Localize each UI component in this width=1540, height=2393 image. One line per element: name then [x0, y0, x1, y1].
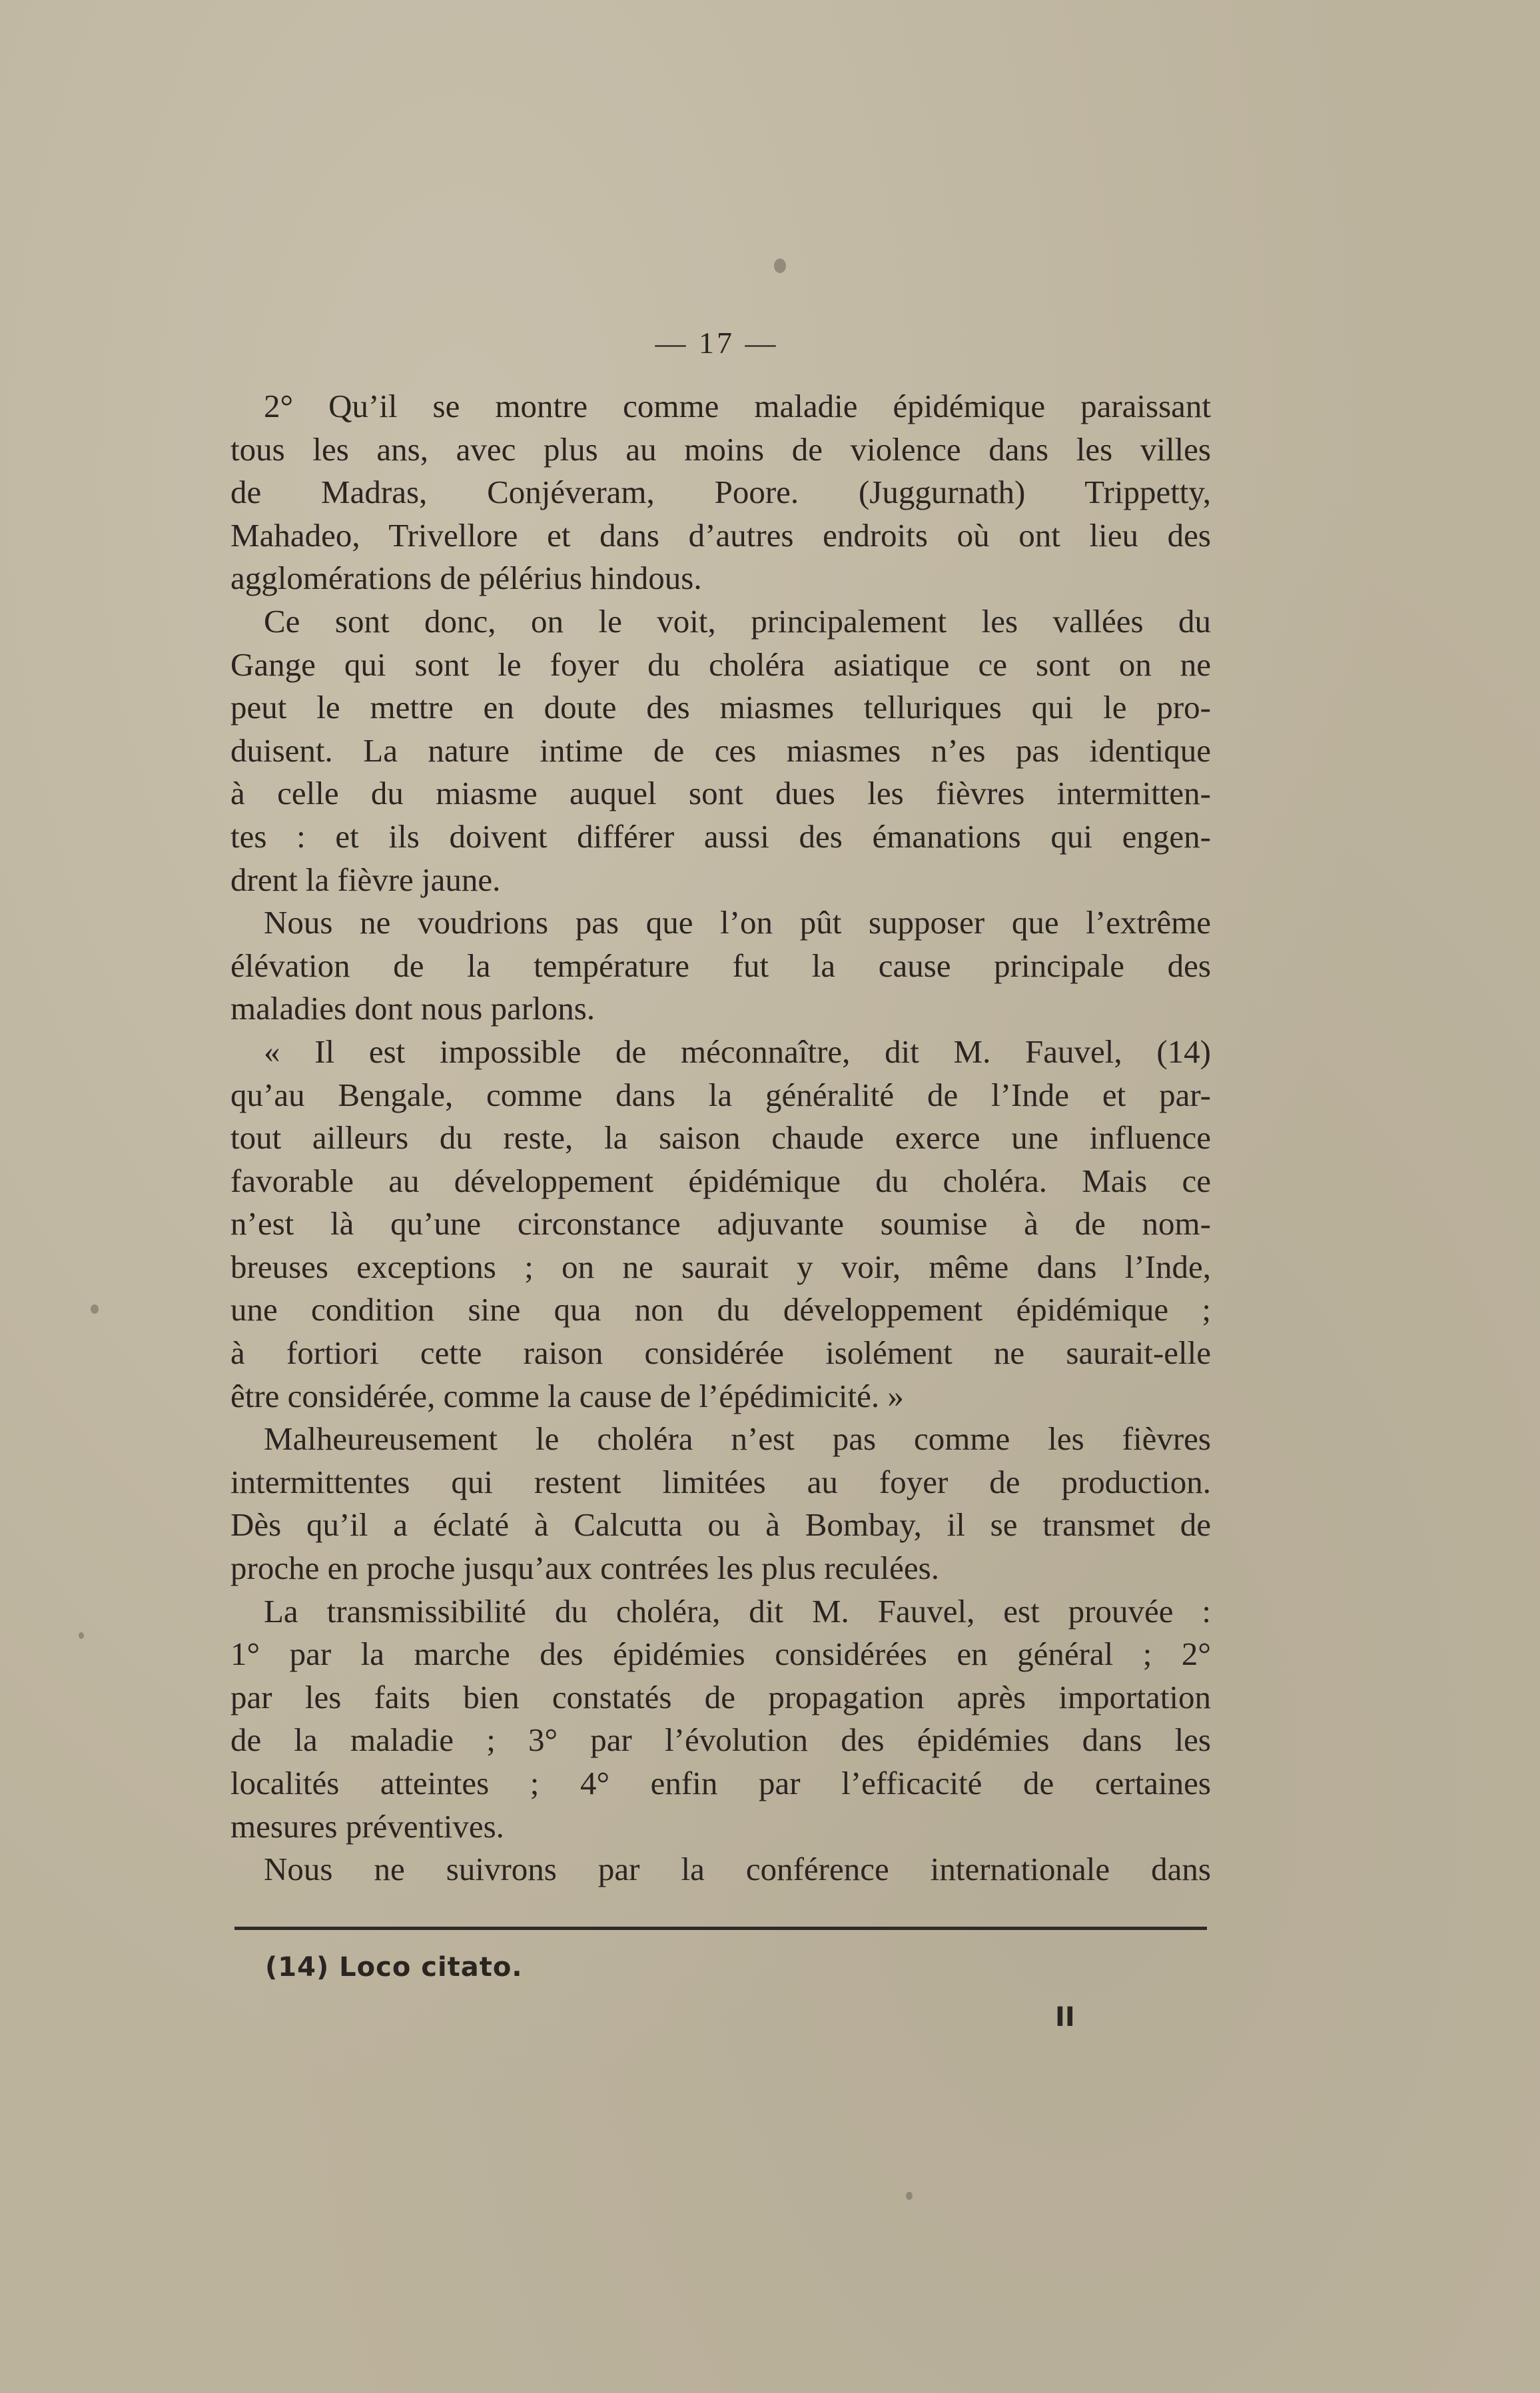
text-line: proche en proche jusqu’aux contrées les plus reculées.	[230, 1550, 939, 1587]
text-line: drent la fièvre jaune.	[230, 861, 501, 898]
text-line: intermittentes qui restent limitées au foyer de production.	[230, 1463, 1211, 1500]
page-number: — 17 —	[655, 326, 779, 360]
text-line: Nous ne voudrions pas que l’on pût supposer que l’extrême	[264, 904, 1211, 941]
text-line: de la maladie ; 3° par l’évolution des épidémies dans les	[230, 1721, 1211, 1759]
text-line: 1° par la marche des épidémies considérées en général ; 2°	[230, 1636, 1211, 1673]
text-line: 2° Qu’il se montre comme maladie épidémique paraissant	[264, 388, 1211, 424]
text-line: « Il est impossible de méconnaître, dit M. Fauvel, (14)	[264, 1033, 1211, 1070]
text-line: La transmissibilité du choléra, dit M. Fauvel, est prouvée :	[264, 1592, 1211, 1630]
text-line: mesures préventives.	[230, 1807, 504, 1845]
paper-speck	[91, 1304, 99, 1314]
paper-speck	[906, 2192, 913, 2200]
text-line: par les faits bien constatés de propagation après importation	[230, 1678, 1211, 1715]
text-line: Malheureusement le choléra n’est pas comme les fièvres	[264, 1420, 1211, 1458]
footnote-rule	[234, 1927, 1207, 1930]
text-line: qu’au Bengale, comme dans la généralité de l’Inde et par-	[230, 1076, 1211, 1113]
text-line: maladies dont nous parlons.	[230, 990, 595, 1027]
text-line: à fortiori cette raison considérée isolément ne saurait-elle	[230, 1334, 1211, 1372]
text-line: tes : et ils doivent différer aussi des émanations qui engen-	[230, 817, 1211, 855]
text-line: être considérée, comme la cause de l’épédimicité. »	[230, 1377, 904, 1414]
paper-speck	[79, 1632, 84, 1639]
text-line: peut le mettre en doute des miasmes telluriques qui le pro-	[230, 689, 1211, 726]
text-line: Gange qui sont le foyer du choléra asiatique ce sont on ne	[230, 646, 1211, 683]
text-line: n’est là qu’une circonstance adjuvante soumise à de nom-	[230, 1205, 1211, 1242]
text-line: tous les ans, avec plus au moins de violence dans les villes	[230, 430, 1211, 468]
text-line: breuses exceptions ; on ne saurait y voir, même dans l’Inde,	[230, 1248, 1211, 1285]
paper-speck	[774, 258, 786, 273]
body-text	[230, 385, 1211, 1891]
text-line: tout ailleurs du reste, la saison chaude exerce une influence	[230, 1119, 1211, 1157]
text-line: Mahadeo, Trivellore et dans d’autres endroits où ont lieu des	[230, 516, 1211, 554]
text-line: à celle du miasme auquel sont dues les fièvres intermitten-	[230, 775, 1211, 812]
signature-mark: II	[1055, 2002, 1075, 2033]
text-line: Ce sont donc, on le voit, principalement les vallées du	[264, 602, 1211, 640]
text-line: localités atteintes ; 4° enfin par l’efficacité de certaines	[230, 1765, 1211, 1801]
footnote: (14) Loco citato.	[265, 1952, 523, 1983]
text-line: favorable au développement épidémique du choléra. Mais ce	[230, 1162, 1211, 1199]
text-line: duisent. La nature intime de ces miasmes n’es pas identique	[230, 731, 1211, 769]
text-line: agglomérations de pélérius hindous.	[230, 560, 702, 597]
text-line: une condition sine qua non du développement épidémique ;	[230, 1291, 1211, 1328]
text-line: de Madras, Conjéveram, Poore. (Juggurnath) Trippetty,	[230, 474, 1211, 511]
text-line: Dès qu’il a éclaté à Calcutta ou à Bombay, il se transmet de	[230, 1506, 1211, 1544]
text-line: Nous ne suivrons par la conférence internationale dans	[264, 1851, 1211, 1888]
text-line: élévation de la température fut la cause principale des	[230, 947, 1211, 984]
